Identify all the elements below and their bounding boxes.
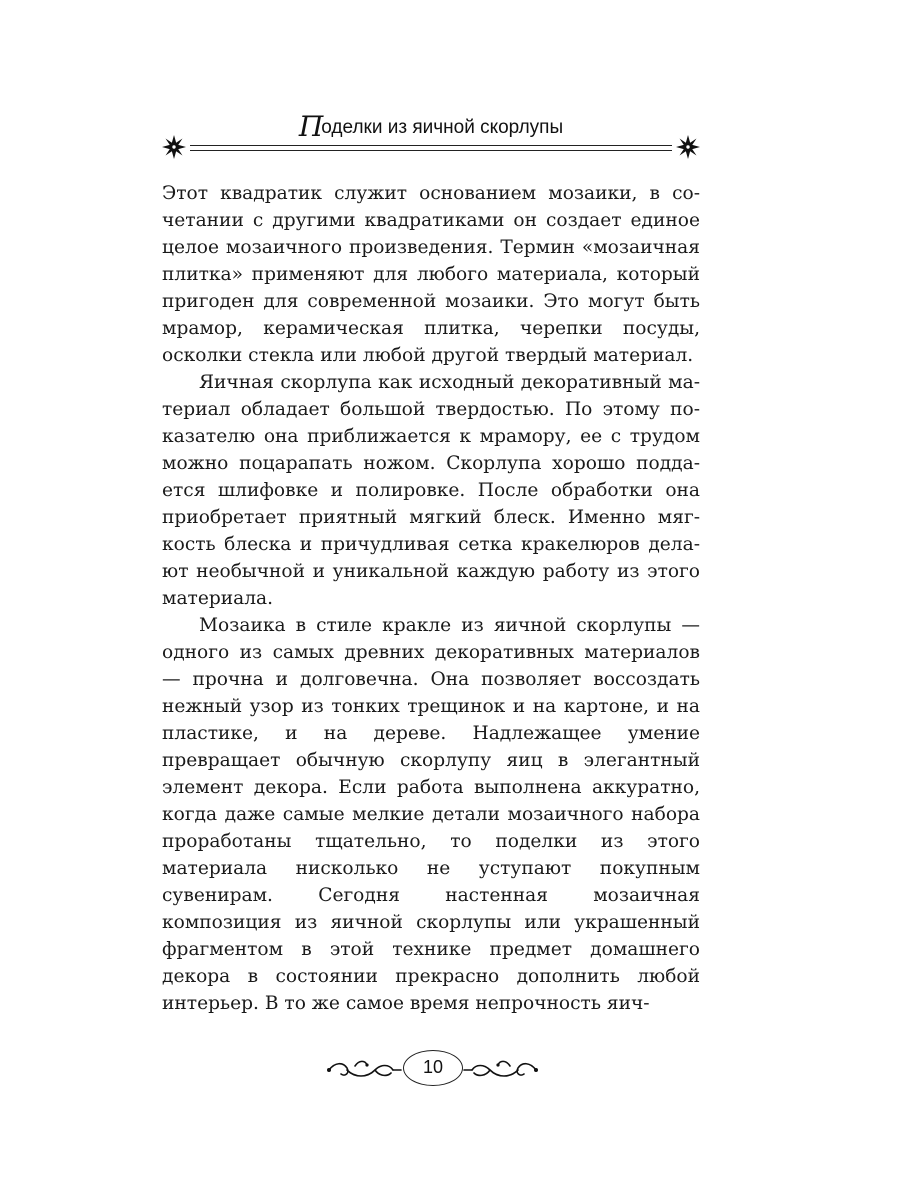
running-header <box>160 100 702 160</box>
page-number: 10 <box>403 1050 463 1086</box>
scroll-ornament-icon <box>462 1056 540 1084</box>
body-text <box>162 180 700 1017</box>
running-header-title <box>160 110 702 143</box>
header-title-text: оделки из яичной скорлупы <box>321 117 564 138</box>
paragraph: Мозаика в стиле кракле из яичной скорлупы — одного из самых древних декоративных материалов — прочна и долговечна. Она позволяет воссоздать нежный узор из тонких трещинок и на картоне, и на пластике, и на дереве. Надлежащее умение превращает обычную скорлупу яиц в элегантный элемент декора. Если работа выполнена аккуратно, когда даже самые мелкие детали мозаичного набора проработаны тщательно, то поделки из этого материала нисколько не уступают покупным сувенирам. Сегодня настенная мозаичная композиция из яичной скорлупы или украшенный фрагментом в этой технике предмет домашнего декора в состоянии прекрасно дополнить любой интерьер. В то же самое время непрочность яич- <box>162 615 700 1014</box>
paragraph: Этот квадратик служит основанием мозаики, в сочетании с другими квадратиками он создает единое целое мозаичного произведения. Термин «мозаичная плитка» применяют для любого материала, который пригоден для современной мозаики. Это могут быть мрамор, керамическая плитка, черепки посуды, осколки стекла или любой другой твердый материал. <box>162 183 700 366</box>
page-footer <box>325 1048 540 1092</box>
paragraph: Яичная скорлупа как исходный декоративный материал обладает большой твердостью. По этому показателю она приближается к мрамору, ее с трудом можно поцарапать ножом. Скорлупа хорошо поддается шлифовке и полировке. После обработки она приобретает приятный мягкий блеск. Именно мягкость блеска и причудливая сетка кракелюров делают необычной и уникальной каждую работу из этого материала. <box>162 372 700 609</box>
header-rule <box>190 145 672 151</box>
scroll-ornament-icon <box>325 1056 403 1084</box>
header-title-initial: П <box>298 110 324 143</box>
star-flower-ornament-icon <box>674 133 702 161</box>
